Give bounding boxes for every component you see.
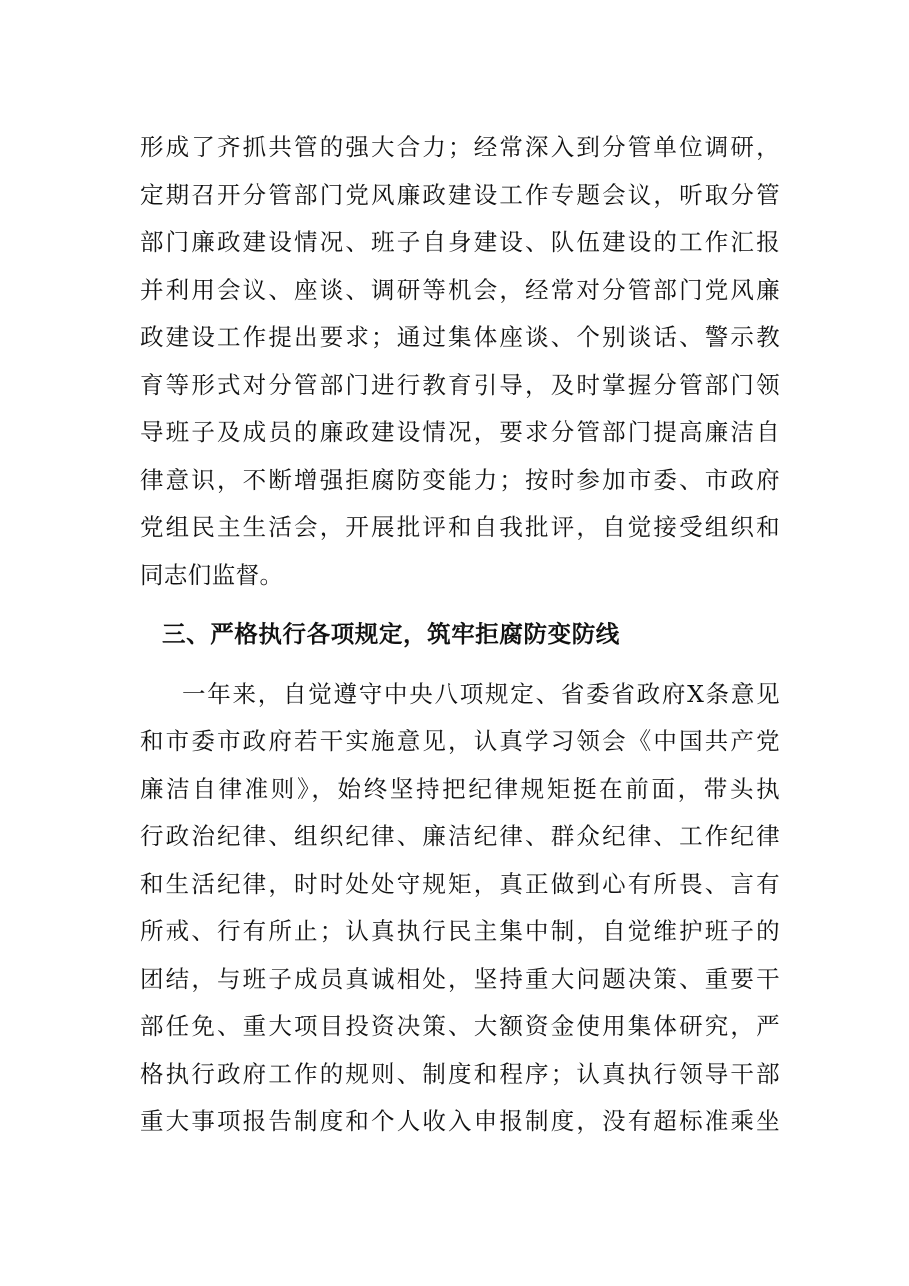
text-line: 并利用会议、座谈、调研等机会，经常对分管部门党风廉 <box>140 275 780 304</box>
paragraph-spacing <box>140 659 780 671</box>
text-line: 部门廉政建设情况、班子自身建设、队伍建设的工作汇报 <box>140 228 780 256</box>
text-line: 党组民主生活会，开展批评和自我批评，自觉接受组织和 <box>140 513 780 541</box>
text-line: 育等形式对分管部门进行教育引导，及时掌握分管部门领 <box>140 370 780 399</box>
text-line: 导班子及成员的廉政建设情况，要求分管部门提高廉洁自 <box>140 418 780 446</box>
text-line: 一年来，自觉遵守中央八项规定、省委省政府X条意见 <box>182 679 780 708</box>
text-line: 行政治纪律、组织纪律、廉洁纪律、群众纪律、工作纪律 <box>140 822 780 850</box>
paragraph-2 <box>140 671 780 1146</box>
text-line: 廉洁自律准则》，始终坚持把纪律规矩挺在前面，带头执 <box>140 774 780 803</box>
text-line: 和生活纪律，时时处处守规矩，真正做到心有所畏、言有 <box>140 869 780 898</box>
text-line: 部任免、重大项目投资决策、大额资金使用集体研究，严 <box>140 1012 780 1040</box>
text-line: 团结，与班子成员真诚相处，坚持重大问题决策、重要干 <box>140 964 780 993</box>
text-line: 格执行政府工作的规则、制度和程序；认真执行领导干部 <box>140 1059 780 1088</box>
text-line: 重大事项报告制度和个人收入申报制度，没有超标准乘坐 <box>140 1107 780 1135</box>
text-line: 同志们监督。 <box>140 560 284 589</box>
document-body <box>140 124 780 1146</box>
paragraph-1 <box>140 124 780 599</box>
text-line: 定期召开分管部门党风廉政建设工作专题会议，听取分管 <box>140 180 780 209</box>
text-line: 形成了齐抓共管的强大合力；经常深入到分管单位调研， <box>140 133 780 161</box>
paragraph-spacing <box>140 599 780 611</box>
text-line: 所戒、行有所止；认真执行民主集中制，自觉维护班子的 <box>140 917 780 945</box>
text-line: 和市委市政府若干实施意见，认真学习领会《中国共产党 <box>140 727 780 755</box>
text-line: 政建设工作提出要求；通过集体座谈、个别谈话、警示教 <box>140 323 780 351</box>
text-line: 律意识，不断增强拒腐防变能力；按时参加市委、市政府 <box>140 465 780 494</box>
section-heading: 三、严格执行各项规定，筑牢拒腐防变防线 <box>162 620 620 648</box>
